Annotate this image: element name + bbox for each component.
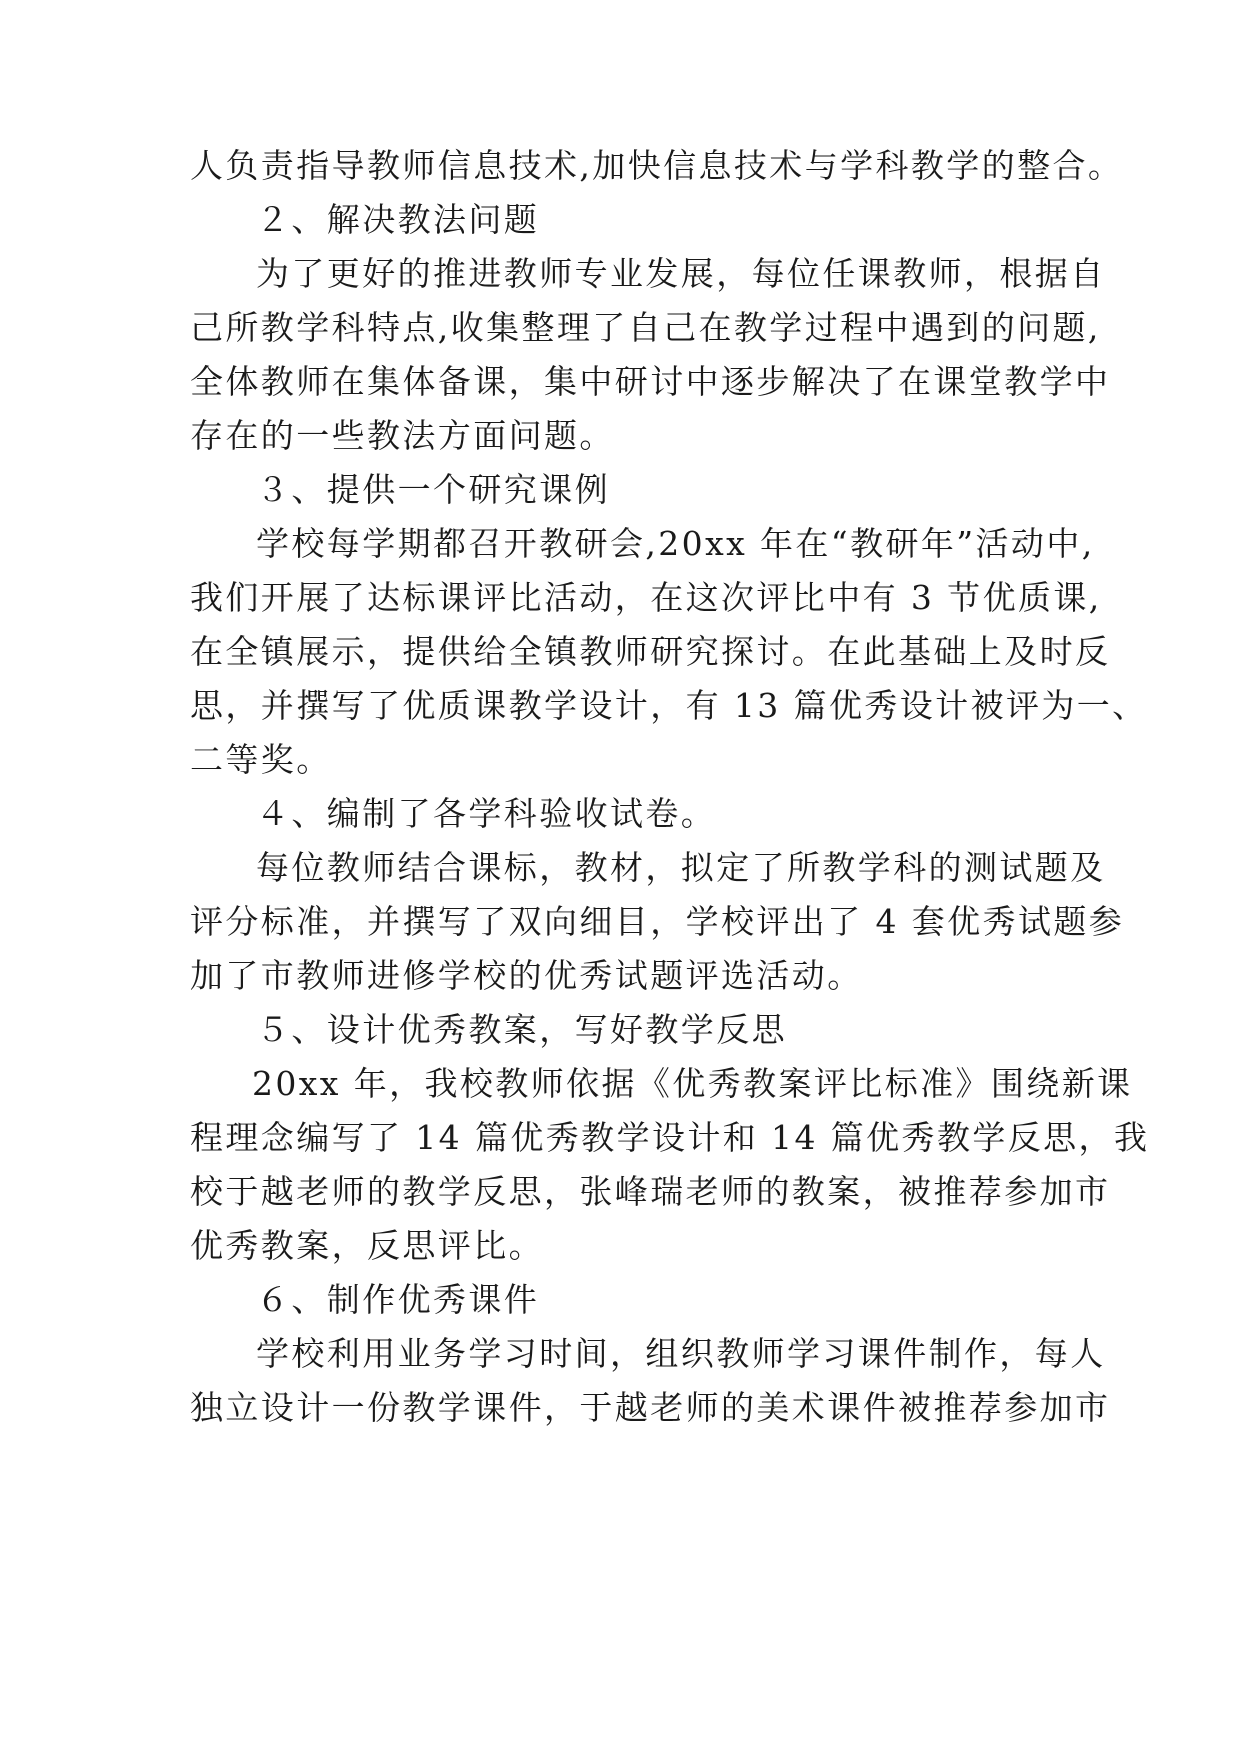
section-heading: ４、编制了各学科验收试卷。 [256, 794, 717, 833]
body-text-line: 二等奖。 [190, 740, 332, 779]
body-text-line: 评分标准，并撰写了双向细目，学校评出了 4 套优秀试题参 [190, 902, 1125, 941]
section-heading: ３、提供一个研究课例 [256, 470, 610, 509]
paragraph-first-line: 每位教师结合课标，教材，拟定了所教学科的测试题及 [256, 848, 1106, 887]
section-heading: ６、制作优秀课件 [256, 1280, 540, 1319]
paragraph-first-line: 为了更好的推进教师专业发展，每位任课教师，根据自 [256, 254, 1106, 293]
body-text-line: 在全镇展示，提供给全镇教师研究探讨。在此基础上及时反 [190, 632, 1111, 671]
body-text-line: 程理念编写了 14 篇优秀教学设计和 14 篇优秀教学反思，我 [190, 1118, 1150, 1157]
paragraph-first-line: 学校每学期都召开教研会,20xx 年在“教研年”活动中, [256, 524, 1095, 563]
body-text-line: 校于越老师的教学反思，张峰瑞老师的教案，被推荐参加市 [190, 1172, 1111, 1211]
body-text-line: 全体教师在集体备课，集中研讨中逐步解决了在课堂教学中 [190, 362, 1111, 401]
body-text-line: 己所教学科特点,收集整理了自己在教学过程中遇到的问题, [190, 308, 1101, 347]
body-text-line: 我们开展了达标课评比活动，在这次评比中有 3 节优质课, [190, 578, 1102, 617]
paragraph-first-line: 20xx 年，我校教师依据《优秀教案评比标准》围绕新课 [252, 1064, 1133, 1103]
paragraph-first-line: 学校利用业务学习时间，组织教师学习课件制作，每人 [256, 1334, 1106, 1373]
section-heading: ５、设计优秀教案，写好教学反思 [256, 1010, 787, 1049]
body-text-line: 独立设计一份教学课件，于越老师的美术课件被推荐参加市 [190, 1388, 1111, 1427]
body-text-line: 存在的一些教法方面问题。 [190, 416, 615, 455]
section-heading: ２、解决教法问题 [256, 200, 540, 239]
body-text-line: 思，并撰写了优质课教学设计，有 13 篇优秀设计被评为一、 [190, 686, 1148, 725]
body-text-line: 人负责指导教师信息技术,加快信息技术与学科教学的整合。 [190, 146, 1124, 185]
body-text-line: 加了市教师进修学校的优秀试题评选活动。 [190, 956, 863, 995]
body-text-line: 优秀教案，反思评比。 [190, 1226, 544, 1265]
